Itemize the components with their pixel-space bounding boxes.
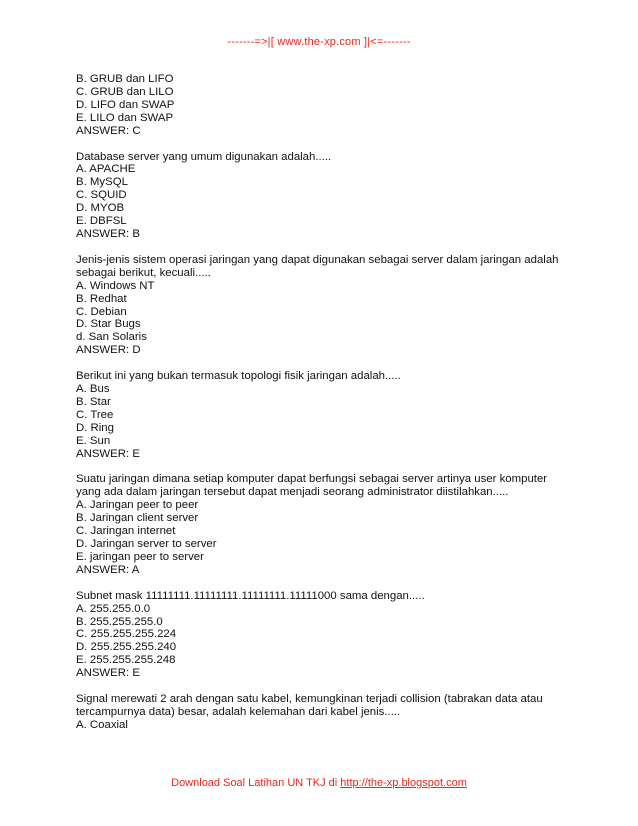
- text-line: Jenis-jenis sistem operasi jaringan yang dapat digunakan sebagai server dalam jaringan adalah: [76, 253, 559, 266]
- question-block: [76, 473, 576, 576]
- text-line: sebagai berikut, kecuali.....: [76, 266, 211, 279]
- text-line: Suatu jaringan dimana setiap komputer dapat berfungsi sebagai server artinya user komputer: [76, 473, 548, 486]
- text-line: yang ada dalam jaringan tersebut dapat menjadi seorang administrator diistilahkan.....: [76, 486, 509, 499]
- answer-line: ANSWER: A: [76, 563, 140, 576]
- block-spacer: [76, 357, 576, 370]
- text-line: B. Jaringan client server: [76, 512, 199, 525]
- question-block: [76, 254, 576, 357]
- text-line: D. Ring: [76, 421, 114, 434]
- footer-text: Download Soal Latihan UN TKJ di: [171, 777, 341, 789]
- text-line: A. Windows NT: [76, 279, 155, 292]
- text-line: D. MYOB: [76, 202, 125, 215]
- answer-line: ANSWER: D: [76, 344, 141, 357]
- text-line: Berikut ini yang bukan termasuk topologi fisik jaringan adalah.....: [76, 370, 401, 383]
- text-line: C. SQUID: [76, 189, 127, 202]
- text-line: B. Redhat: [76, 292, 127, 305]
- answer-line: ANSWER: E: [76, 667, 140, 680]
- text-line: E. jaringan peer to server: [76, 550, 204, 563]
- text-line: tercampurnya data) besar, adalah kelemahan dari kabel jenis.....: [76, 705, 401, 718]
- text-line: B. 255.255.255.0: [76, 615, 163, 628]
- text-line: B. Star: [76, 395, 111, 408]
- text-line: B. MySQL: [76, 176, 128, 189]
- document-body: [76, 73, 576, 732]
- text-line: C. 255.255.255.224: [76, 628, 177, 641]
- text-line: C. Tree: [76, 408, 114, 421]
- text-line: A. APACHE: [76, 163, 136, 176]
- answer-line: ANSWER: B: [76, 227, 140, 240]
- text-line: Database server yang umum digunakan adalah.....: [76, 150, 332, 163]
- block-spacer: [76, 680, 576, 693]
- text-line: A. Bus: [76, 383, 110, 396]
- text-line: D. LIFO dan SWAP: [76, 98, 175, 111]
- text-line: D. 255.255.255.240: [76, 641, 177, 654]
- question-block: [76, 590, 576, 680]
- answer-line: ANSWER: E: [76, 447, 140, 460]
- text-line: E. 255.255.255.248: [76, 654, 176, 667]
- text-line: A. 255.255.0.0: [76, 602, 151, 615]
- footer-link[interactable]: http://the-xp.blogspot.com: [340, 777, 467, 789]
- question-block: [76, 693, 576, 732]
- text-line: B. GRUB dan LIFO: [76, 73, 174, 85]
- text-line: A. Jaringan peer to peer: [76, 499, 199, 512]
- answer-line: ANSWER: C: [76, 124, 141, 137]
- text-line: Signal merewati 2 arah dengan satu kabel, kemungkinan terjadi collision (tabrakan data atau: [76, 693, 543, 706]
- question-block: [76, 73, 576, 138]
- page-header: -------=>|[ www.the-xp.com ]|<=-------: [227, 36, 411, 48]
- block-spacer: [76, 241, 576, 254]
- text-line: A. Coaxial: [76, 718, 128, 731]
- text-line: C. GRUB dan LILO: [76, 85, 174, 98]
- text-line: C. Debian: [76, 305, 127, 318]
- block-spacer: [76, 577, 576, 590]
- text-line: D. Jaringan server to server: [76, 538, 217, 550]
- block-spacer: [76, 138, 576, 151]
- block-spacer: [76, 460, 576, 473]
- text-line: E. LILO dan SWAP: [76, 111, 174, 124]
- page-footer: [0, 777, 638, 789]
- text-line: d. San Solaris: [76, 331, 147, 344]
- text-line: C. Jaringan internet: [76, 525, 176, 538]
- text-line: E. Sun: [76, 434, 111, 447]
- text-line: Subnet mask 11111111.11111111.11111111.11111000 sama dengan.....: [76, 589, 425, 602]
- question-block: [76, 370, 576, 460]
- question-block: [76, 151, 576, 241]
- text-line: E. DBFSL: [76, 215, 127, 228]
- text-line: D. Star Bugs: [76, 318, 141, 331]
